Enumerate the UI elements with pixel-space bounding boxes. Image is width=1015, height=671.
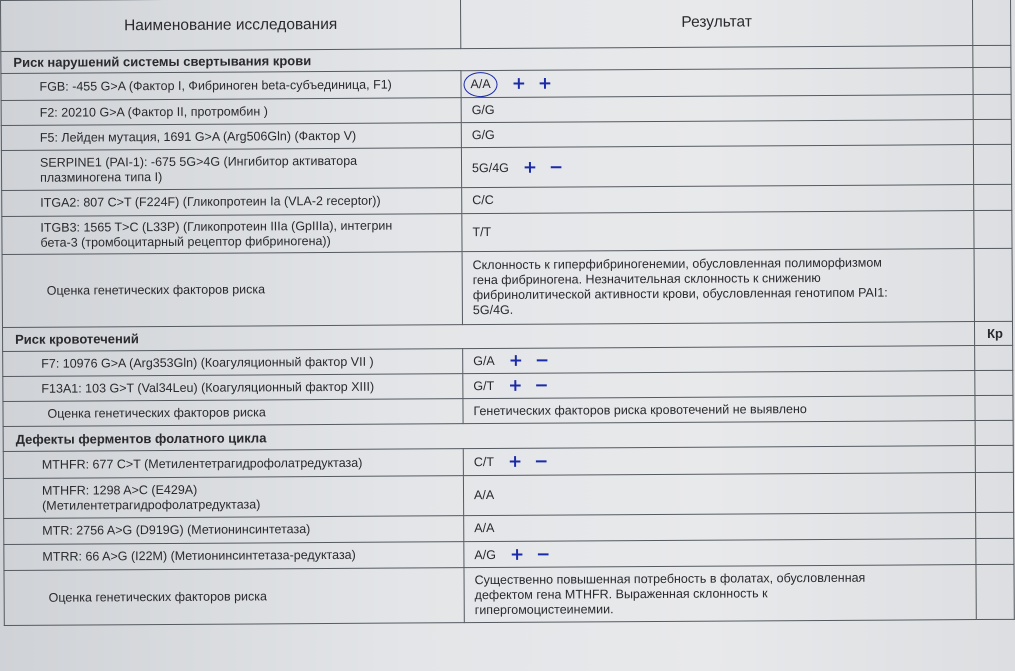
test-result: G/G [461,95,973,123]
test-name: F7: 10976 G>A (Arg353Gln) (Коагуляционный фактор VII ) [3,349,463,377]
test-name: MTR: 2756 A>G (D919G) (Метионинсинтетаза) [4,516,464,545]
test-name: F5: Лейден мутация, 1691 G>A (Arg506Gln) (Фактор V) [1,123,461,151]
header-extra-column [972,0,1010,46]
handwritten-mark: + + [511,73,556,94]
test-result: C/C [462,185,974,214]
cut-off-text: Кр [974,321,1012,345]
test-result: 5G/4G + − [461,145,973,188]
test-result: T/T [462,211,974,252]
evaluation-row [2,248,1012,327]
header-result-column: Результат [460,0,972,49]
evaluation-label: Оценка генетических факторов риска [3,399,463,427]
table-row [2,210,1012,254]
test-name: MTRR: 66 A>G (I22M) (Метионинсинтетаза-редуктаза) [4,542,464,571]
test-name: F2: 20210 G>A (Фактор II, протромбин ) [1,98,461,126]
evaluation-text: Генетических факторов риска кровотечений не выявлено [463,396,975,424]
test-result: A/G + − [464,539,976,568]
handwritten-mark: + − [508,375,552,396]
handwritten-mark: + − [508,350,553,371]
circled-result: A/A [463,71,497,96]
test-name: SERPINE1 (PAI-1): -675 5G>4G (Ингибитор активатора плазминогена типа I) [1,148,461,191]
test-result: C/T + − [463,446,975,476]
test-name: ITGA2: 807 C>T (F224F) (Гликопротеин Ia (VLA-2 receptor)) [2,188,462,217]
test-result: G/A + − [463,346,975,374]
header-name-column: Наименование исследования [1,0,461,51]
test-result: A/A [464,513,976,542]
table-row [3,472,1013,518]
evaluation-label: Оценка генетических факторов риска [4,568,464,626]
test-result [461,68,973,98]
test-result: G/T + − [463,371,975,399]
evaluation-text: Существенно повышенная потребность в фолатах, обусловленная дефектом гена MTHFR. Выраженная склонность к гипергомоцистеинемии. [464,565,976,623]
table-row [1,144,1011,190]
test-name: MTHFR: 677 C>T (Метилентетрагидрофолатредуктаза) [3,449,463,479]
test-name: FGB: -455 G>A (Фактор I, Фибриноген beta-субъединица, F1) [1,71,461,101]
handwritten-mark: + − [522,157,567,178]
evaluation-label: Оценка генетических факторов риска [2,252,462,328]
handwritten-mark: + − [509,544,554,565]
test-name: F13A1: 103 G>T (Val34Leu) (Коагуляционный фактор XIII) [3,374,463,402]
handwritten-mark: + − [507,451,552,472]
test-name: MTHFR: 1298 A>C (E429A) (Метилентетрагидрофолатредуктаза) [3,476,463,519]
test-name: ITGB3: 1565 T>C (L33P) (Гликопротеин IIIa (GpIIIa), интегрин бета-3 (тромбоцитарный рецептор фибриногена)) [2,214,462,255]
table-header-row [1,0,1011,51]
test-result: G/G [461,120,973,148]
section-title: Риск нарушений системы свертывания крови [1,46,973,74]
section-title: Дефекты ферментов фолатного цикла [3,421,975,452]
evaluation-row [4,564,1014,625]
evaluation-text: Склонность к гиперфибриногенемии, обусловленная полиморфизмом гена фибриногена. Незначительная склонность к снижению фибринолитической активности крови, обусловленная генотипом PAI1: 5G/4G. [462,249,974,325]
test-result: A/A [463,473,975,516]
section-title: Риск кровотечений [3,322,975,352]
